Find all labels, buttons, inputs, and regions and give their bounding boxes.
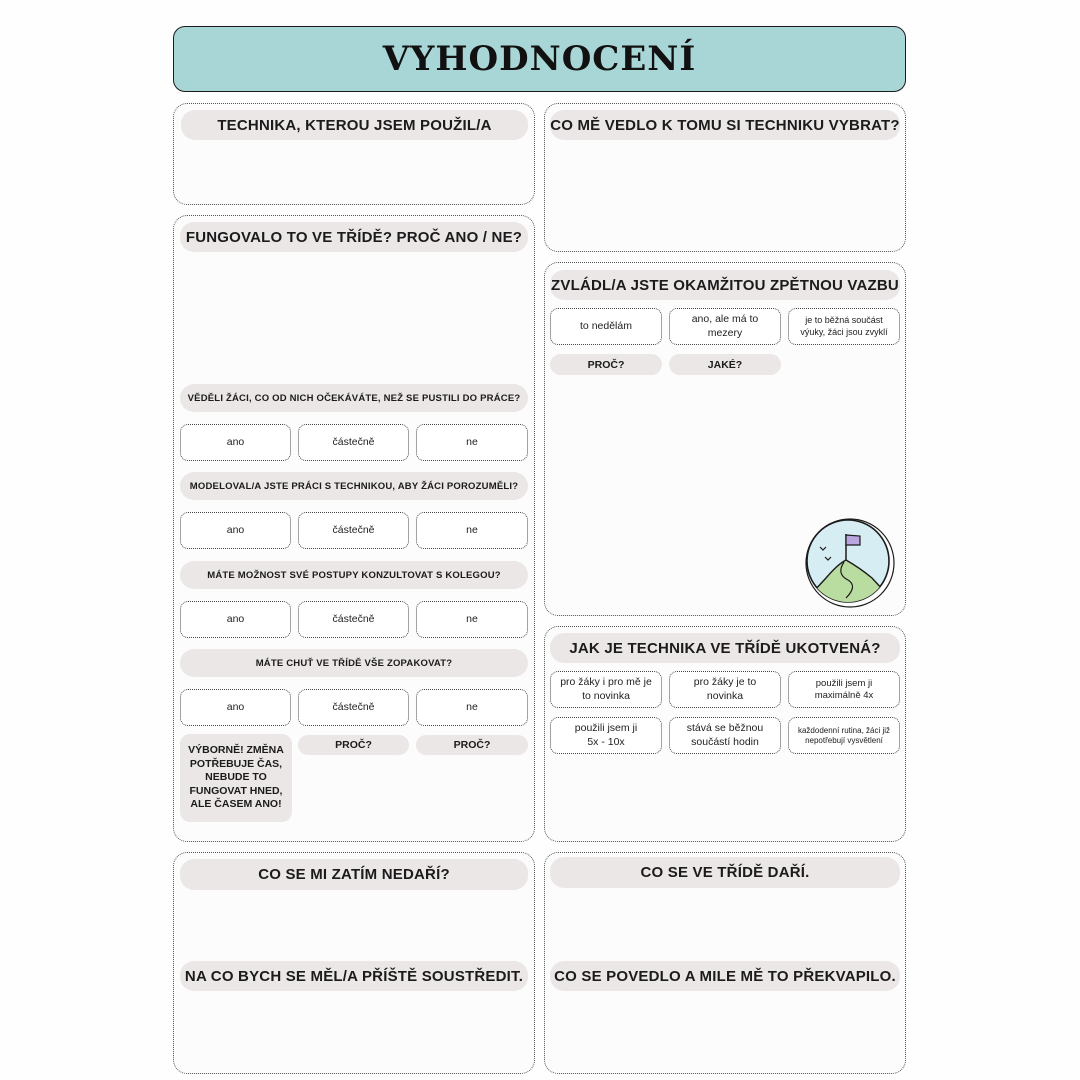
question-expectations: VĚDĚLI ŽÁCI, CO OD NICH OČEKÁVÁTE, NEŽ SE PUSTILI DO PRÁCE? (180, 384, 528, 412)
anchored-option[interactable]: pro žáky je to novinka (669, 671, 781, 708)
which-pill: JAKÉ? (669, 354, 781, 375)
working-heading: CO SE VE TŘÍDĚ DAŘÍ. (550, 857, 900, 888)
option-yes[interactable]: ano (180, 512, 291, 549)
option-partly[interactable]: částečně (298, 689, 409, 726)
mountain-flag-icon (798, 512, 898, 612)
feedback-option[interactable]: je to běžná součást výuky, žáci jsou zvyklí (788, 308, 900, 345)
anchored-option[interactable]: použili jsem ji maximálně 4x (788, 671, 900, 708)
focus-heading: NA CO BYCH SE MĚL/A PŘÍŠTĚ SOUSTŘEDIT. (180, 961, 528, 991)
question-repeat: MÁTE CHUŤ VE TŘÍDĚ VŠE ZOPAKOVAT? (180, 649, 528, 677)
option-no[interactable]: ne (416, 512, 528, 549)
anchored-option[interactable]: pro žáky i pro mě je to novinka (550, 671, 662, 708)
why-pill: PROČ? (298, 735, 409, 755)
option-no[interactable]: ne (416, 601, 528, 638)
anchored-option[interactable]: použili jsem ji 5x - 10x (550, 717, 662, 754)
why-choose-heading: CO MĚ VEDLO K TOMU SI TECHNIKU VYBRAT? (550, 110, 900, 140)
option-partly[interactable]: částečně (298, 424, 409, 461)
feedback-option[interactable]: to nedělám (550, 308, 662, 345)
anchored-option[interactable]: stává se běžnou součástí hodin (669, 717, 781, 754)
flag (846, 535, 860, 545)
option-yes[interactable]: ano (180, 689, 291, 726)
anchored-heading: JAK JE TECHNIKA VE TŘÍDĚ UKOTVENÁ? (550, 633, 900, 663)
option-partly[interactable]: částečně (298, 601, 409, 638)
surprise-heading: CO SE POVEDLO A MILE MĚ TO PŘEKVAPILO. (550, 961, 900, 991)
option-yes[interactable]: ano (180, 424, 291, 461)
option-no[interactable]: ne (416, 689, 528, 726)
feedback-heading: ZVLÁDL/A JSTE OKAMŽITOU ZPĚTNOU VAZBU (550, 270, 900, 300)
option-no[interactable]: ne (416, 424, 528, 461)
encouragement-note: VÝBORNĚ! ZMĚNA POTŘEBUJE ČAS, NEBUDE TO FUNGOVAT HNED, ALE ČASEM ANO! (180, 734, 292, 822)
question-modeling: MODELOVAL/A JSTE PRÁCI S TECHNIKOU, ABY ŽÁCI POROZUMĚLI? (180, 472, 528, 500)
why-pill: PROČ? (416, 735, 528, 755)
technique-heading: TECHNIKA, KTEROU JSEM POUŽIL/A (181, 110, 528, 140)
question-consult: MÁTE MOŽNOST SVÉ POSTUPY KONZULTOVAT S KOLEGOU? (180, 561, 528, 589)
worked-heading: FUNGOVALO TO VE TŘÍDĚ? PROČ ANO / NE? (180, 222, 528, 252)
not-working-heading: CO SE MI ZATÍM NEDAŘÍ? (180, 859, 528, 890)
page-title: VYHODNOCENÍ (382, 39, 697, 79)
option-partly[interactable]: částečně (298, 512, 409, 549)
anchored-option[interactable]: každodenní rutina, žáci již nepotřebují vysvětlení (788, 717, 900, 754)
option-yes[interactable]: ano (180, 601, 291, 638)
feedback-option[interactable]: ano, ale má to mezery (669, 308, 781, 345)
title-bar (173, 26, 906, 92)
why-pill: PROČ? (550, 354, 662, 375)
